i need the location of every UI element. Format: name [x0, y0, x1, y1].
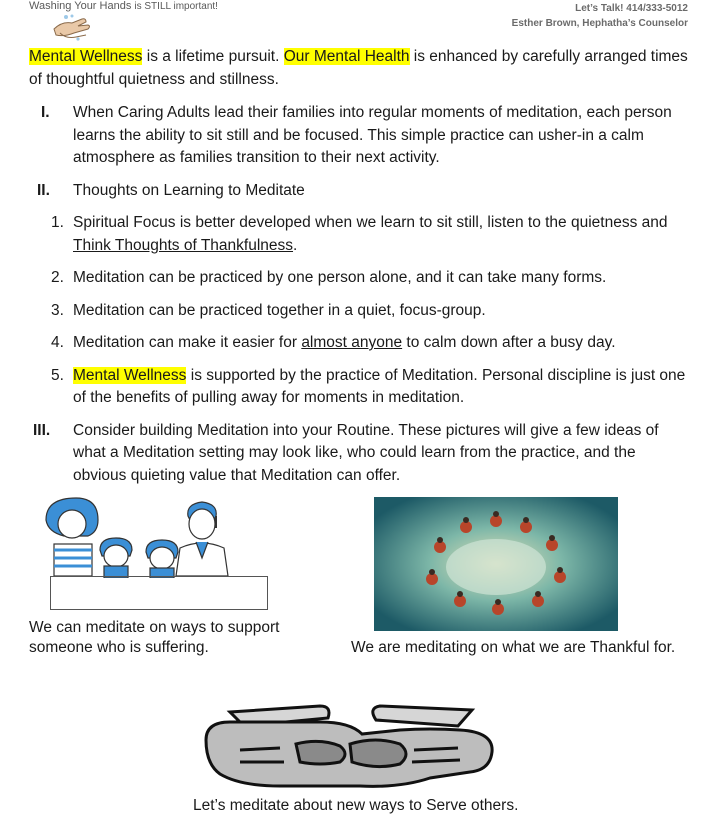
highlight-mental-wellness: Mental Wellness	[73, 366, 187, 384]
intro-paragraph	[29, 46, 691, 91]
list-number: 2.	[51, 269, 64, 286]
list-item-1	[29, 212, 691, 257]
header-contact: Let’s Talk! 414/333-5012	[575, 3, 688, 14]
roman-marker: II.	[37, 181, 50, 199]
header-left-small: is STILL important!	[134, 1, 218, 12]
list-text	[73, 332, 691, 355]
list-number: 5.	[51, 366, 64, 384]
list-number: 3.	[51, 301, 64, 319]
header-left-main: Washing Your Hands	[29, 0, 132, 12]
highlight-mental-health: Our Mental Health	[283, 48, 410, 65]
list-number: 4.	[51, 334, 64, 351]
handshake-icon	[200, 700, 500, 797]
list-item-5	[29, 365, 691, 410]
list-text-part: .	[293, 236, 298, 254]
caption-thankful: We are meditating on what we are Thankful for.	[351, 639, 676, 656]
meditation-circle-painting	[374, 497, 618, 631]
header-counselor: Esther Brown, Hephatha’s Counselor	[511, 18, 688, 29]
roman-text: Consider building Meditation into your Routine. These pictures will give a few ideas of what a Meditation setting may look like, who could learn from the practice, and the obvious quieting value that Meditation can offer.	[73, 421, 659, 484]
caption-support: We can meditate on ways to support someone who is suffering.	[29, 619, 280, 656]
list-text-part: to calm down after a busy day.	[402, 334, 616, 351]
roman-item-i	[29, 102, 691, 170]
roman-text: When Caring Adults lead their families into regular moments of meditation, each person learns the ability to sit still and be focused. This simple practice can usher-in a calm atmosphere as families transition to their next activity.	[73, 104, 672, 166]
list-item-3	[29, 300, 691, 323]
caption-serve: Let’s meditate about new ways to Serve others.	[193, 797, 519, 814]
list-item-4	[29, 332, 691, 355]
intro-text-1: is a lifetime pursuit.	[142, 48, 284, 65]
list-text-part: Meditation can make it easier for	[73, 334, 302, 351]
roman-item-iii	[29, 420, 691, 488]
roman-marker: III.	[33, 421, 51, 439]
list-number: 1.	[51, 214, 64, 231]
header-left	[29, 0, 218, 12]
list-item-2	[29, 267, 691, 290]
list-text: Meditation can be practiced together in a quiet, focus-group.	[73, 301, 486, 319]
list-text	[73, 212, 691, 257]
intro-text-2: is enhanced by carefully arranged times of thoughtful quietness and stillness.	[29, 48, 688, 88]
highlight-mental-wellness: Mental Wellness	[29, 48, 143, 65]
roman-marker: I.	[41, 104, 50, 121]
empty-caption-box	[50, 576, 268, 610]
underlined-almost-anyone: almost anyone	[301, 334, 403, 351]
family-shush-illustration	[40, 486, 270, 583]
list-text-part: is supported by the practice of Meditation. Personal discipline is just one of the benefits of pulling away for moments in meditation.	[73, 366, 686, 406]
document-body	[29, 46, 691, 497]
list-text-part: Spiritual Focus is better developed when we learn to sit still, listen to the quietness and	[73, 214, 668, 231]
header-right	[512, 1, 688, 31]
underlined-thankfulness: Think Thoughts of Thankfulness	[73, 236, 294, 254]
list-text: Meditation can be practiced by one person alone, and it can take many forms.	[73, 269, 607, 286]
roman-text: Thoughts on Learning to Meditate	[73, 181, 305, 199]
list-text	[73, 365, 691, 410]
roman-item-ii	[29, 180, 691, 203]
washing-hands-icon	[52, 13, 94, 48]
